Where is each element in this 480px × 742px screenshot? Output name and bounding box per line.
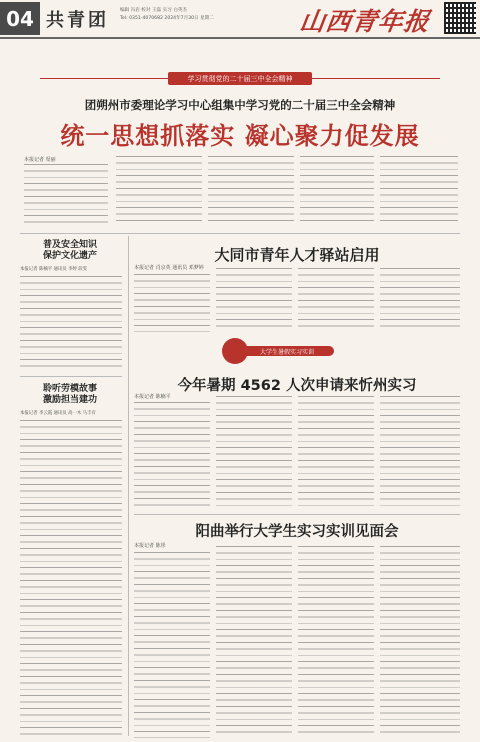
- left-story-2-byline: 本报记者 李云霞 通讯员 高一木 马丰有: [20, 411, 96, 416]
- main-story-3-text-col3: [298, 546, 374, 738]
- left-divider: [20, 376, 122, 377]
- section-name: 共青团: [46, 10, 109, 31]
- masthead-divider: [0, 37, 480, 39]
- top-story-text-col2: [116, 156, 202, 226]
- left-story-1-title: 普及安全知识 保护文化遗产: [42, 240, 97, 261]
- left-story-1-byline: 本报记者 陈楠平 通讯员 李婷 段雯: [20, 267, 88, 272]
- left-story-2-title: 聆听劳模故事 激励担当建功: [42, 384, 97, 405]
- main-story-1-text-col2: [216, 268, 292, 332]
- main-story-2-text-col2: [216, 396, 292, 506]
- main-story-2-title: 今年暑期 4562 人次申请来忻州实习: [177, 378, 417, 394]
- top-story-headline: 统一思想抓落实 凝心聚力促发展: [60, 122, 420, 150]
- main-story-3-text-col4: [380, 546, 460, 738]
- section-divider: [20, 233, 460, 234]
- newspaper-logo: 山西青年报: [297, 7, 432, 36]
- page-number: 04: [0, 2, 40, 35]
- masthead-meta-editors: 编辑 冯岩 校对 王磊 实习 白英杰: [120, 8, 188, 13]
- main-divider: [134, 514, 460, 515]
- top-story-text-col3: [208, 156, 294, 226]
- left-story-2-text: [20, 420, 122, 740]
- masthead-meta-contact: Tel: 0351-4070682 2024年7月30日 星期二: [120, 16, 214, 21]
- column-divider: [128, 236, 129, 736]
- main-story-1-text-col3: [298, 268, 374, 332]
- qr-code-icon: [444, 2, 476, 34]
- main-story-2-text-col3: [298, 396, 374, 506]
- internship-banner: 大学生暑假实习实训: [240, 346, 334, 356]
- main-story-1-title: 大同市青年人才驿站启用: [214, 246, 380, 264]
- top-story-kicker: 团朔州市委理论学习中心组集中学习党的二十届三中全会精神: [84, 98, 396, 112]
- top-story-text-col5: [380, 156, 458, 226]
- main-story-3-text-col1: [134, 552, 210, 738]
- main-story-1-text-col1: [134, 274, 210, 332]
- main-story-2-text-col4: [380, 396, 460, 506]
- left-story-1-text: [20, 276, 122, 370]
- main-story-1-text-col4: [380, 268, 460, 332]
- main-story-3-text-col2: [216, 546, 292, 738]
- section-banner: 学习贯彻党的二十届三中全会精神: [168, 72, 312, 85]
- main-story-3-title: 阳曲举行大学生实习实训见面会: [195, 524, 399, 540]
- top-story-text-col1: [24, 164, 108, 226]
- main-story-3-byline: 本报记者 陈彤: [134, 543, 166, 549]
- main-story-2-byline: 本报记者 陈楠平: [134, 394, 171, 400]
- main-story-2-text-col1: [134, 402, 210, 506]
- main-story-1-byline: 本报记者 肖京英 通讯员 邓梦婷: [134, 265, 204, 271]
- top-story-byline: 本报记者 渠丽: [24, 157, 56, 163]
- top-story-text-col4: [300, 156, 374, 226]
